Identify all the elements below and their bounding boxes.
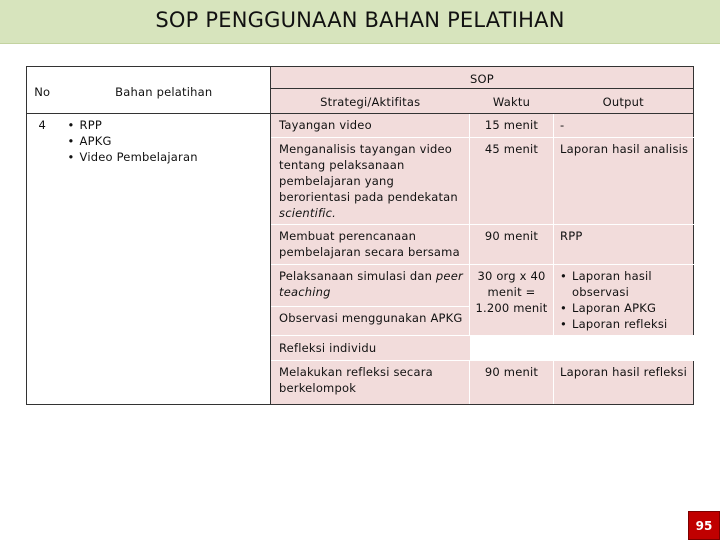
strategi-italic: peer teaching (279, 269, 463, 299)
strategi-cell (271, 265, 470, 307)
page-number-badge: 95 (688, 511, 720, 540)
empty-cell (470, 336, 694, 361)
output-cell: Laporan hasil analisis (554, 138, 694, 225)
row-no: 4 (27, 114, 58, 405)
strategi-cell: Observasi menggunakan APKG (271, 307, 470, 336)
header-bahan: Bahan pelatihan (58, 67, 271, 114)
strategi-italic: scientific. (279, 206, 336, 220)
header-waktu: Waktu (470, 89, 554, 114)
output-cell (554, 265, 694, 336)
strategi-cell (271, 138, 470, 225)
waktu-cell: 90 menit (470, 361, 554, 405)
header-no: No (27, 67, 58, 114)
waktu-cell: 45 menit (470, 138, 554, 225)
strategi-cell: Tayangan video (271, 114, 470, 138)
output-item: • Laporan hasil observasi (560, 268, 689, 300)
output-item: • Laporan refleksi (560, 316, 689, 332)
table-row (27, 114, 694, 138)
output-item: • Laporan APKG (560, 300, 689, 316)
header-strategi: Strategi/Aktifitas (271, 89, 470, 114)
bahan-list-cell (58, 114, 271, 405)
header-output: Output (554, 89, 694, 114)
bahan-item: • APKG (68, 133, 271, 149)
sop-table (26, 66, 694, 405)
bahan-list (58, 117, 271, 165)
waktu-cell: 15 menit (470, 114, 554, 138)
output-cell: Laporan hasil refleksi (554, 361, 694, 405)
strategi-cell: Refleksi individu (271, 336, 470, 361)
strategi-cell: Membuat perencanaan pembelajaran secara bersama (271, 225, 470, 265)
waktu-cell: 30 org x 40 menit = 1.200 menit (470, 265, 554, 336)
header-row (27, 67, 694, 89)
header-sop: SOP (271, 67, 694, 89)
strategi-cell: Melakukan refleksi secara berkelompok (271, 361, 470, 405)
strategi-text: Pelaksanaan simulasi dan (279, 269, 436, 283)
bahan-item: • Video Pembelajaran (68, 149, 271, 165)
output-cell: RPP (554, 225, 694, 265)
strategi-text: Menganalisis tayangan video tentang pelaksanaan pembelajaran yang berorientasi pada pendekatan (279, 142, 458, 204)
waktu-cell: 90 menit (470, 225, 554, 265)
output-cell: - (554, 114, 694, 138)
bahan-item: • RPP (68, 117, 271, 133)
output-list (560, 268, 689, 332)
page-title: SOP PENGGUNAAN BAHAN PELATIHAN (155, 8, 565, 32)
